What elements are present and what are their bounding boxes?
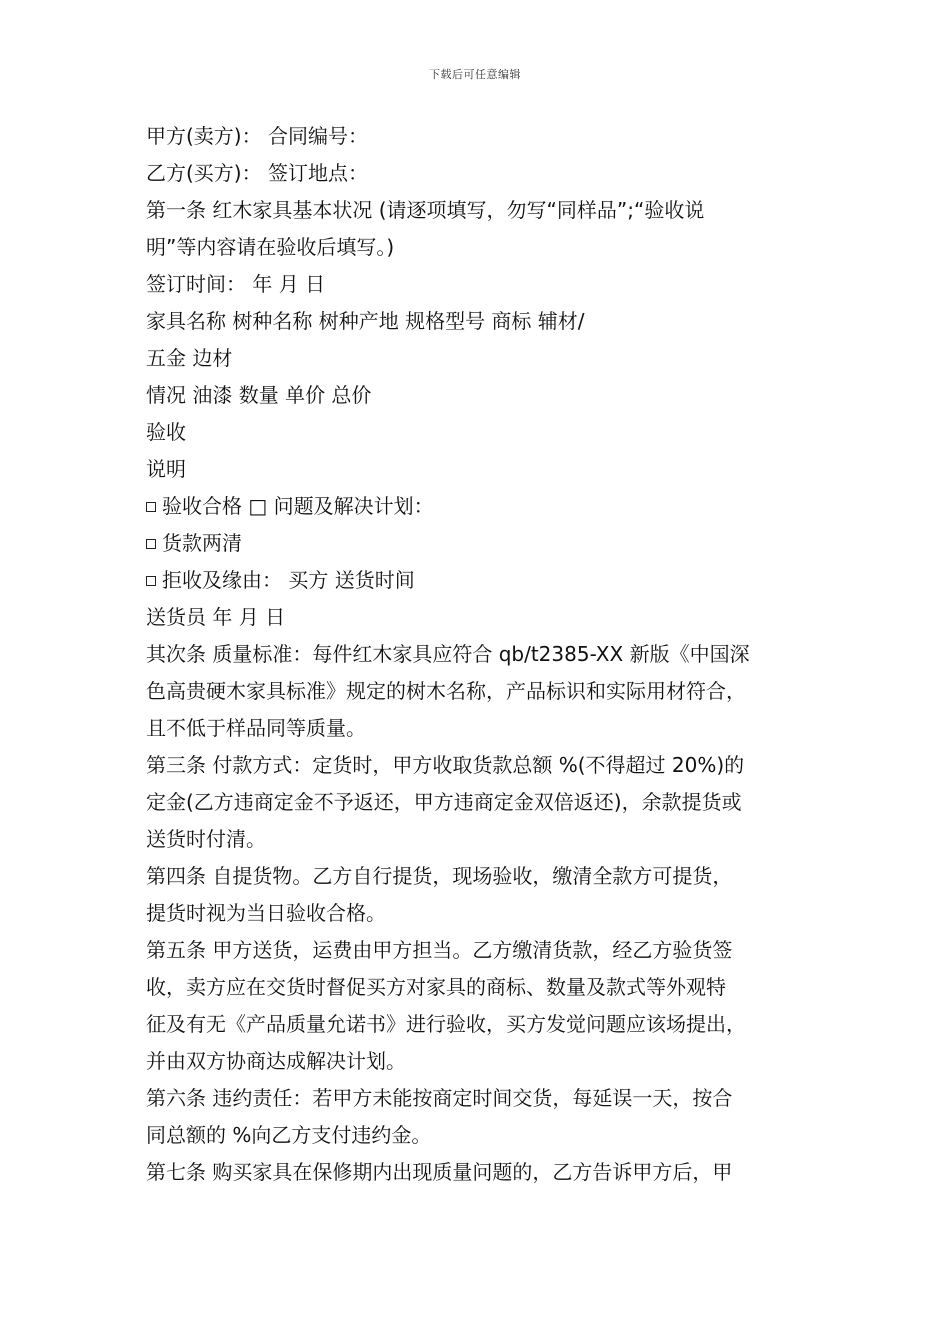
text-line: 定金(乙方违商定金不予返还，甲方违商定金双倍返还)，余款提货或 (146, 790, 742, 814)
text-line: 征及有无《产品质量允诺书》进行验收，买方发觉问题应该场提出， (146, 1012, 746, 1036)
document-body (146, 118, 826, 1191)
text-line: 签订时间： 年 月 日 (146, 272, 326, 296)
text-line: 验收 (146, 420, 186, 444)
text-line: 乙方(买方)： 签订地点： (146, 161, 368, 185)
text-line: 家具名称 树种名称 树种产地 规格型号 商标 辅材/ (146, 309, 585, 333)
checkbox-label: 货款两清 (162, 531, 242, 555)
text-line: 并由双方协商达成解决计划。 (146, 1049, 406, 1073)
text-line: 甲方(卖方)： 合同编号： (146, 124, 368, 148)
checkbox-icon (146, 502, 156, 512)
text-line: 收，卖方应在交货时督促买方对家具的商标、数量及款式等外观特 (146, 975, 726, 999)
text-line: 且不低于样品同等质量。 (146, 716, 366, 740)
text-line: 第三条 付款方式：定货时，甲方收取货款总额 %(不得超过 20%)的 (146, 753, 745, 777)
text-line: 第一条 红木家具基本状况 (请逐项填写，勿写“同样品”;“验收说 (146, 198, 705, 222)
text-line: 五金 边材 (146, 346, 233, 370)
text-line: 同总额的 %向乙方支付违约金。 (146, 1123, 432, 1147)
checkbox-label: 拒收及缘由： 买方 送货时间 (162, 568, 415, 592)
checkbox-icon (146, 576, 156, 586)
checkbox-item (146, 562, 826, 599)
text-line: 色高贵硬木家具标准》规定的树木名称，产品标识和实际用材符合， (146, 679, 746, 703)
text-line: 明”等内容请在验收后填写。) (146, 235, 395, 259)
text-line: 第六条 违约责任：若甲方未能按商定时间交货，每延误一天，按合 (146, 1086, 733, 1110)
text-line: 说明 (146, 457, 186, 481)
text-line: 提货时视为当日验收合格。 (146, 901, 386, 925)
checkbox-icon (146, 539, 156, 549)
checkbox-item (146, 525, 826, 562)
page-header: 下载后可任意编辑 (429, 68, 521, 81)
text-line: 其次条 质量标准：每件红木家具应符合 qb/t2385-XX 新版《中国深 (146, 642, 750, 666)
text-line: 第四条 自提货物。乙方自行提货，现场验收，缴清全款方可提货， (146, 864, 733, 888)
text-line: 送货员 年 月 日 (146, 605, 286, 629)
checkbox-label: 验收合格 □ 问题及解决计划： (162, 494, 434, 518)
text-line: 第七条 购买家具在保修期内出现质量问题的，乙方告诉甲方后，甲 (146, 1160, 733, 1184)
checkbox-item (146, 488, 826, 525)
text-line: 第五条 甲方送货，运费由甲方担当。乙方缴清货款，经乙方验货签 (146, 938, 733, 962)
text-line: 情况 油漆 数量 单价 总价 (146, 383, 372, 407)
text-line: 送货时付清。 (146, 827, 266, 851)
